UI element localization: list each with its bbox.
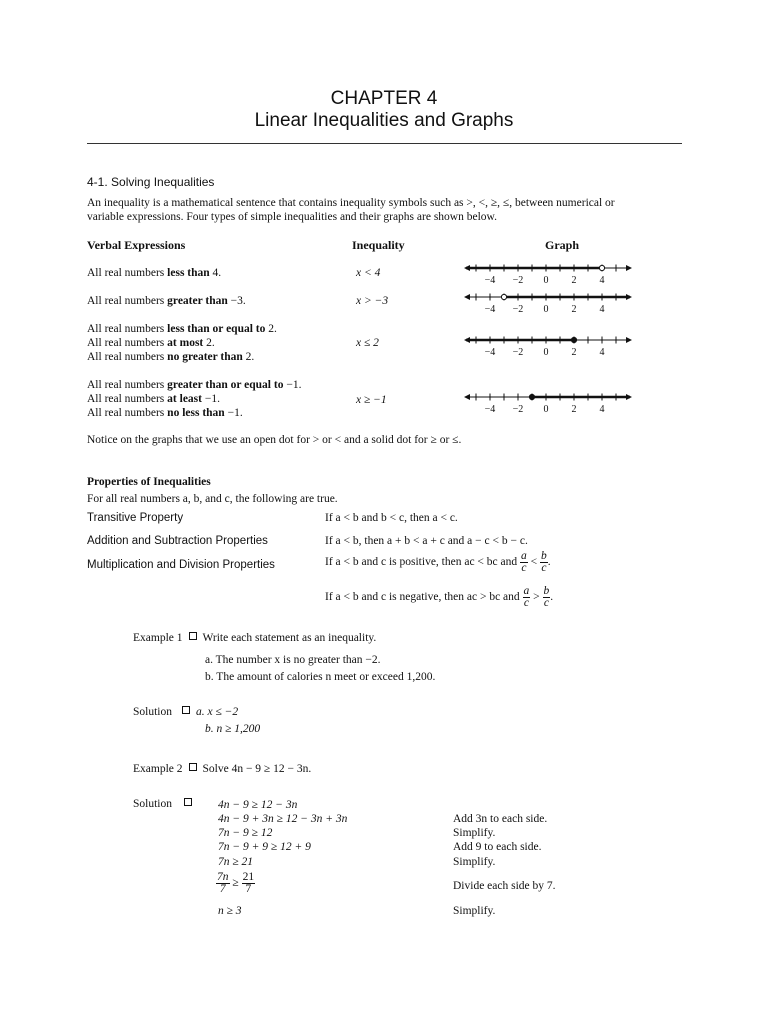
- tick-label: −4: [484, 404, 496, 415]
- example-1-prompt: Write each statement as an inequality.: [202, 632, 377, 644]
- property-name-addition: Addition and Subtraction Properties: [87, 535, 268, 547]
- tick-label: −4: [484, 275, 496, 286]
- tick-label: 0: [543, 404, 549, 415]
- example-1-part-a: a. The number x is no greater than −2.: [205, 654, 381, 666]
- tick-label: 2: [571, 404, 577, 415]
- square-bullet-icon: [184, 798, 192, 806]
- square-bullet-icon: [189, 632, 197, 640]
- step-3-note: Simplify.: [453, 827, 496, 839]
- property-name-transitive: Transitive Property: [87, 512, 184, 524]
- verbal-line: All real numbers greater than or equal to −1.: [87, 379, 302, 391]
- graph-notice: Notice on the graphs that we use an open dot for > or < and a solid dot for ≥ or ≤.: [87, 434, 462, 446]
- verbal-line: All real numbers no less than −1.: [87, 407, 243, 419]
- example-1-part-b: b. The amount of calories n meet or exceed 1,200.: [205, 671, 436, 683]
- square-bullet-icon: [182, 706, 190, 714]
- square-bullet-icon: [189, 763, 197, 771]
- step-2: 4n − 9 + 3n ≥ 12 − 3n + 3n: [218, 813, 348, 825]
- tick-label: 0: [543, 347, 549, 358]
- chapter-title: Linear Inequalities and Graphs: [254, 110, 514, 131]
- example-2-solution-label: [133, 798, 198, 810]
- verbal-line: All real numbers at least −1.: [87, 393, 220, 405]
- solid-dot: [571, 337, 576, 342]
- tick-label: 2: [571, 347, 577, 358]
- number-line-row-3: [462, 336, 638, 356]
- example-2: [133, 763, 311, 775]
- number-line-row-2: [462, 293, 638, 313]
- example-1-label: Example 1: [133, 632, 183, 644]
- step-6: $\frac{7n}{7}$ ≥ $\frac{21}{7}$: [217, 871, 255, 895]
- step-4: 7n − 9 + 9 ≥ 12 + 9: [218, 841, 311, 853]
- tick-label: 4: [599, 404, 605, 415]
- example-2-label: Example 2: [133, 763, 183, 775]
- tick-label: 2: [571, 304, 577, 315]
- solution-a: a. x ≤ −2: [195, 706, 239, 718]
- verbal-row-1: [87, 266, 221, 280]
- tick-label: 0: [543, 304, 549, 315]
- open-dot: [501, 294, 506, 299]
- header-graph: Graph: [545, 238, 580, 252]
- tick-label: −2: [512, 347, 524, 358]
- verbal-row-2: [87, 294, 246, 308]
- step-7-note: Simplify.: [453, 905, 496, 917]
- example-2-prompt: Solve 4n − 9 ≥ 12 − 3n.: [202, 763, 312, 775]
- property-rule-negative: If a < b and c is negative, then ac > bc and $\frac{a}{c}$ > $\frac{b}{c}$ .: [325, 585, 554, 609]
- step-6-note: Divide each side by 7.: [453, 880, 556, 892]
- tick-label: −2: [512, 304, 524, 315]
- header-verbal-expressions: Verbal Expressions: [87, 238, 186, 252]
- property-rule-addition: If a < b, then a + b < a + c and a − c < b − c.: [325, 535, 528, 547]
- tick-label: −2: [512, 275, 524, 286]
- arrow-left-icon: [464, 294, 470, 300]
- tick-label: −4: [484, 304, 496, 315]
- tick-label: 4: [599, 347, 605, 358]
- inequality-row-1: x < 4: [356, 267, 381, 279]
- tick-label: 0: [543, 275, 549, 286]
- step-1: 4n − 9 ≥ 12 − 3n: [218, 799, 298, 811]
- tick-label: 4: [599, 304, 605, 315]
- property-name-multiplication: Multiplication and Division Properties: [87, 559, 275, 571]
- inequality-row-4: x ≥ −1: [356, 394, 387, 406]
- section-heading: 4-1. Solving Inequalities: [87, 175, 215, 189]
- tick-label: −4: [484, 347, 496, 358]
- step-5: 7n ≥ 21: [218, 856, 254, 868]
- solution-label: Solution: [133, 706, 172, 718]
- number-line-row-4: [462, 393, 638, 413]
- header-inequality: Inequality: [352, 238, 405, 252]
- verbal-row-3: [87, 322, 277, 364]
- arrow-right-icon: [626, 265, 632, 271]
- verbal-row-4: [87, 378, 301, 420]
- number-line-row-1: [462, 264, 638, 284]
- step-4-note: Add 9 to each side.: [453, 841, 542, 853]
- chapter-label: CHAPTER 4: [330, 88, 438, 109]
- property-rule-transitive: If a < b and b < c, then a < c.: [325, 512, 458, 524]
- solution-b: b. n ≥ 1,200: [205, 723, 261, 735]
- arrow-right-icon: [626, 337, 632, 343]
- tick-label: 4: [599, 275, 605, 286]
- verbal-line: All real numbers no greater than 2.: [87, 351, 255, 363]
- fraction-21-over-7: $\frac{21}{7}$: [242, 871, 255, 895]
- solution-label: Solution: [133, 798, 172, 810]
- tick-label: −2: [512, 404, 524, 415]
- fraction-b-over-c: $\frac{b}{c}$: [541, 550, 547, 574]
- fraction-7n-over-7: $\frac{7n}{7}$: [217, 871, 229, 895]
- inequality-row-3: x ≤ 2: [356, 337, 379, 349]
- verbal-line: All real numbers less than 4.: [87, 267, 222, 279]
- example-1-solution: [133, 706, 238, 718]
- open-dot: [599, 265, 604, 270]
- verbal-line: All real numbers greater than −3.: [87, 295, 246, 307]
- arrow-left-icon: [464, 394, 470, 400]
- intro-paragraph: An inequality is a mathematical sentence that contains inequality symbols such as >, <, ≥, ≤, between numerical or variable expressions. Four types of simple inequalities and their graphs are shown below.: [87, 197, 615, 223]
- solid-dot: [529, 394, 534, 399]
- property-rule-positive: If a < b and c is positive, then ac < bc and $\frac{a}{c}$ < $\frac{b}{c}$ .: [325, 550, 551, 574]
- step-3: 7n − 9 ≥ 12: [218, 827, 273, 839]
- step-7: n ≥ 3: [218, 905, 242, 917]
- step-2-note: Add 3n to each side.: [453, 813, 548, 825]
- fraction-a-over-c: $\frac{a}{c}$: [523, 585, 530, 609]
- tick-label: 2: [571, 275, 577, 286]
- example-1: [133, 632, 376, 644]
- fraction-b-over-c: $\frac{b}{c}$: [543, 585, 550, 609]
- verbal-line: All real numbers at most 2.: [87, 337, 215, 349]
- inequality-row-2: x > −3: [356, 295, 389, 307]
- properties-heading: Properties of Inequalities: [87, 476, 211, 488]
- title-divider: [87, 143, 682, 144]
- fraction-a-over-c: $\frac{a}{c}$: [521, 550, 527, 574]
- verbal-line: All real numbers less than or equal to 2.: [87, 323, 277, 335]
- step-5-note: Simplify.: [453, 856, 496, 868]
- properties-intro: For all real numbers a, b, and c, the following are true.: [87, 493, 338, 505]
